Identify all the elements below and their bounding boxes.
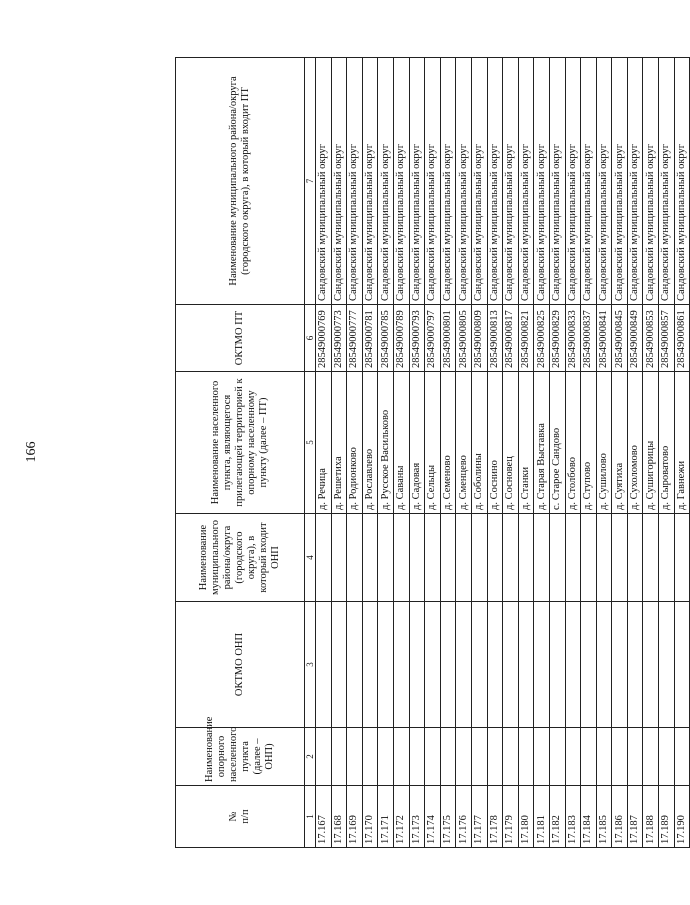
pt-district-cell: Сандовский муниципальный округ	[612, 58, 628, 305]
table-row	[456, 58, 472, 848]
pt-oktmo-cell: 28549000769	[316, 305, 332, 372]
pt-oktmo-cell: 28549000785	[378, 305, 394, 372]
onp-oktmo-cell	[316, 602, 332, 728]
column-number: 4	[305, 514, 316, 602]
pt-oktmo-cell: 28549000793	[409, 305, 425, 372]
pt-oktmo-cell: 28549000857	[659, 305, 675, 372]
pt-name-cell: д. Соболины	[471, 372, 487, 514]
onp-district-cell	[440, 514, 456, 602]
onp-oktmo-cell	[643, 602, 659, 728]
pt-name-cell: д. Сушилово	[596, 372, 612, 514]
onp-district-cell	[316, 514, 332, 602]
table-row	[471, 58, 487, 848]
onp-name-cell	[659, 728, 675, 786]
pt-district-cell: Сандовский муниципальный округ	[409, 58, 425, 305]
pt-name-cell: д. Саваны	[393, 372, 409, 514]
pt-name-cell: д. Гавнежи	[674, 372, 690, 514]
table-row	[612, 58, 628, 848]
table-row	[393, 58, 409, 848]
pt-district-cell: Сандовский муниципальный округ	[347, 58, 363, 305]
table-row	[316, 58, 332, 848]
onp-name-cell	[518, 728, 534, 786]
onp-district-cell	[659, 514, 675, 602]
pt-name-cell: с. Старое Сандово	[549, 372, 565, 514]
onp-district-cell	[518, 514, 534, 602]
onp-oktmo-cell	[627, 602, 643, 728]
row-number: 17.189	[659, 786, 675, 848]
onp-name-cell	[378, 728, 394, 786]
pt-oktmo-cell: 28549000773	[331, 305, 347, 372]
column-number: 1	[305, 786, 316, 848]
pt-name-cell: д. Решетиха	[331, 372, 347, 514]
row-number: 17.167	[316, 786, 332, 848]
onp-district-cell	[549, 514, 565, 602]
pt-district-cell: Сандовский муниципальный округ	[581, 58, 597, 305]
onp-name-cell	[549, 728, 565, 786]
pt-oktmo-cell: 28549000781	[362, 305, 378, 372]
column-number: 6	[305, 305, 316, 372]
onp-district-cell	[362, 514, 378, 602]
row-number: 17.183	[565, 786, 581, 848]
onp-name-cell	[347, 728, 363, 786]
table-body	[316, 58, 690, 848]
pt-district-cell: Сандовский муниципальный округ	[471, 58, 487, 305]
pt-name-cell: д. Старая Выставка	[534, 372, 550, 514]
onp-name-cell	[409, 728, 425, 786]
onp-district-cell	[534, 514, 550, 602]
pt-name-cell: д. Сельцы	[425, 372, 441, 514]
onp-name-cell	[596, 728, 612, 786]
header-row	[176, 58, 305, 848]
onp-oktmo-cell	[581, 602, 597, 728]
header-num: № п/п	[176, 786, 305, 848]
table-row	[331, 58, 347, 848]
header-onp-oktmo: ОКТМО ОНП	[176, 602, 305, 728]
pt-name-cell: д. Русское Васильково	[378, 372, 394, 514]
table-row	[347, 58, 363, 848]
onp-name-cell	[581, 728, 597, 786]
onp-oktmo-cell	[471, 602, 487, 728]
onp-oktmo-cell	[534, 602, 550, 728]
row-number: 17.178	[487, 786, 503, 848]
onp-name-cell	[393, 728, 409, 786]
table-row	[549, 58, 565, 848]
pt-oktmo-cell: 28549000797	[425, 305, 441, 372]
onp-oktmo-cell	[549, 602, 565, 728]
onp-oktmo-cell	[518, 602, 534, 728]
pt-oktmo-cell: 28549000841	[596, 305, 612, 372]
pt-district-cell: Сандовский муниципальный округ	[331, 58, 347, 305]
table-row	[487, 58, 503, 848]
row-number: 17.187	[627, 786, 643, 848]
row-number: 17.184	[581, 786, 597, 848]
column-number-row	[305, 58, 316, 848]
onp-oktmo-cell	[596, 602, 612, 728]
onp-name-cell	[674, 728, 690, 786]
table-row	[643, 58, 659, 848]
row-number: 17.168	[331, 786, 347, 848]
onp-oktmo-cell	[331, 602, 347, 728]
pt-name-cell: д. Станки	[518, 372, 534, 514]
pt-district-cell: Сандовский муниципальный округ	[565, 58, 581, 305]
onp-name-cell	[316, 728, 332, 786]
onp-name-cell	[565, 728, 581, 786]
row-number: 17.174	[425, 786, 441, 848]
onp-name-cell	[643, 728, 659, 786]
onp-name-cell	[440, 728, 456, 786]
pt-oktmo-cell: 28549000817	[503, 305, 519, 372]
pt-name-cell: д. Рославлево	[362, 372, 378, 514]
onp-district-cell	[487, 514, 503, 602]
table-row	[362, 58, 378, 848]
onp-district-cell	[503, 514, 519, 602]
pt-district-cell: Сандовский муниципальный округ	[596, 58, 612, 305]
pt-oktmo-cell: 28549000801	[440, 305, 456, 372]
pt-oktmo-cell: 28549000853	[643, 305, 659, 372]
pt-oktmo-cell: 28549000825	[534, 305, 550, 372]
pt-name-cell: д. Столбово	[565, 372, 581, 514]
table-container	[175, 58, 687, 848]
onp-district-cell	[643, 514, 659, 602]
pt-district-cell: Сандовский муниципальный округ	[518, 58, 534, 305]
pt-district-cell: Сандовский муниципальный округ	[362, 58, 378, 305]
pt-name-cell: д. Сухоломово	[627, 372, 643, 514]
row-number: 17.172	[393, 786, 409, 848]
pt-oktmo-cell: 28549000861	[674, 305, 690, 372]
pt-name-cell: д. Суятиха	[612, 372, 628, 514]
row-number: 17.171	[378, 786, 394, 848]
onp-name-cell	[471, 728, 487, 786]
onp-district-cell	[612, 514, 628, 602]
table-row	[518, 58, 534, 848]
onp-name-cell	[331, 728, 347, 786]
pt-name-cell: д. Речица	[316, 372, 332, 514]
onp-oktmo-cell	[659, 602, 675, 728]
onp-district-cell	[347, 514, 363, 602]
row-number: 17.179	[503, 786, 519, 848]
pt-oktmo-cell: 28549000845	[612, 305, 628, 372]
pt-oktmo-cell: 28549000777	[347, 305, 363, 372]
row-number: 17.175	[440, 786, 456, 848]
onp-oktmo-cell	[503, 602, 519, 728]
table-row	[659, 58, 675, 848]
onp-district-cell	[378, 514, 394, 602]
pt-name-cell: д. Соснино	[487, 372, 503, 514]
row-number: 17.182	[549, 786, 565, 848]
table-row	[440, 58, 456, 848]
pt-oktmo-cell: 28549000813	[487, 305, 503, 372]
row-number: 17.188	[643, 786, 659, 848]
column-number: 3	[305, 602, 316, 728]
row-number: 17.177	[471, 786, 487, 848]
onp-district-cell	[409, 514, 425, 602]
onp-name-cell	[362, 728, 378, 786]
header-onp-name: Наименование опорного населенного пункта (далее – ОНП)	[176, 728, 305, 786]
row-number: 17.190	[674, 786, 690, 848]
pt-district-cell: Сандовский муниципальный округ	[425, 58, 441, 305]
row-number: 17.176	[456, 786, 472, 848]
row-number: 17.170	[362, 786, 378, 848]
pt-name-cell: д. Ступово	[581, 372, 597, 514]
onp-oktmo-cell	[378, 602, 394, 728]
pt-oktmo-cell: 28549000833	[565, 305, 581, 372]
onp-district-cell	[596, 514, 612, 602]
pt-name-cell: д. Сушигорицы	[643, 372, 659, 514]
pt-district-cell: Сандовский муниципальный округ	[674, 58, 690, 305]
onp-district-cell	[393, 514, 409, 602]
header-pt-oktmo: ОКТМО ПТ	[176, 305, 305, 372]
header-pt-name: Наименование населенного пункта, являющегося прилегающей территорией к опорному населенному пункту (далее – ПТ)	[176, 372, 305, 514]
pt-name-cell: д. Семеново	[440, 372, 456, 514]
onp-district-cell	[627, 514, 643, 602]
table-row	[627, 58, 643, 848]
settlements-table	[175, 57, 690, 848]
pt-oktmo-cell: 28549000849	[627, 305, 643, 372]
onp-oktmo-cell	[425, 602, 441, 728]
row-number: 17.181	[534, 786, 550, 848]
onp-oktmo-cell	[409, 602, 425, 728]
pt-district-cell: Сандовский муниципальный округ	[487, 58, 503, 305]
onp-district-cell	[425, 514, 441, 602]
header-onp-district: Наименование муниципального района/округа (городского округа), в который входит ОНП	[176, 514, 305, 602]
onp-oktmo-cell	[487, 602, 503, 728]
pt-district-cell: Сандовский муниципальный округ	[534, 58, 550, 305]
page-number: 166	[24, 441, 39, 463]
pt-oktmo-cell: 28549000829	[549, 305, 565, 372]
onp-oktmo-cell	[456, 602, 472, 728]
pt-oktmo-cell: 28549000821	[518, 305, 534, 372]
pt-district-cell: Сандовский муниципальный округ	[393, 58, 409, 305]
pt-name-cell: д. Сыроватово	[659, 372, 675, 514]
pt-name-cell: д. Сменцево	[456, 372, 472, 514]
onp-oktmo-cell	[565, 602, 581, 728]
pt-oktmo-cell: 28549000789	[393, 305, 409, 372]
onp-name-cell	[612, 728, 628, 786]
pt-district-cell: Сандовский муниципальный округ	[378, 58, 394, 305]
onp-oktmo-cell	[347, 602, 363, 728]
onp-oktmo-cell	[612, 602, 628, 728]
column-number: 7	[305, 58, 316, 305]
column-number: 5	[305, 372, 316, 514]
header-pt-district: Наименование муниципального района/округа (городского округа), в который входит ПТ	[176, 58, 305, 305]
pt-name-cell: д. Садовая	[409, 372, 425, 514]
row-number: 17.180	[518, 786, 534, 848]
table-row	[674, 58, 690, 848]
onp-name-cell	[627, 728, 643, 786]
row-number: 17.186	[612, 786, 628, 848]
pt-district-cell: Сандовский муниципальный округ	[503, 58, 519, 305]
pt-name-cell: д. Родионково	[347, 372, 363, 514]
table-row	[378, 58, 394, 848]
pt-name-cell: д. Сосновец	[503, 372, 519, 514]
table-row	[503, 58, 519, 848]
pt-district-cell: Сандовский муниципальный округ	[659, 58, 675, 305]
onp-district-cell	[471, 514, 487, 602]
onp-name-cell	[425, 728, 441, 786]
onp-district-cell	[331, 514, 347, 602]
onp-oktmo-cell	[393, 602, 409, 728]
row-number: 17.173	[409, 786, 425, 848]
row-number: 17.185	[596, 786, 612, 848]
table-row	[425, 58, 441, 848]
pt-oktmo-cell: 28549000805	[456, 305, 472, 372]
onp-oktmo-cell	[362, 602, 378, 728]
pt-district-cell: Сандовский муниципальный округ	[549, 58, 565, 305]
row-number: 17.169	[347, 786, 363, 848]
onp-name-cell	[534, 728, 550, 786]
table-row	[534, 58, 550, 848]
pt-oktmo-cell: 28549000809	[471, 305, 487, 372]
onp-name-cell	[487, 728, 503, 786]
pt-district-cell: Сандовский муниципальный округ	[643, 58, 659, 305]
onp-district-cell	[456, 514, 472, 602]
table-row	[409, 58, 425, 848]
table-row	[596, 58, 612, 848]
onp-district-cell	[581, 514, 597, 602]
column-number: 2	[305, 728, 316, 786]
pt-district-cell: Сандовский муниципальный округ	[627, 58, 643, 305]
onp-name-cell	[456, 728, 472, 786]
table-row	[581, 58, 597, 848]
pt-district-cell: Сандовский муниципальный округ	[456, 58, 472, 305]
onp-name-cell	[503, 728, 519, 786]
onp-oktmo-cell	[674, 602, 690, 728]
pt-oktmo-cell: 28549000837	[581, 305, 597, 372]
table-row	[565, 58, 581, 848]
onp-district-cell	[674, 514, 690, 602]
pt-district-cell: Сандовский муниципальный округ	[440, 58, 456, 305]
onp-oktmo-cell	[440, 602, 456, 728]
pt-district-cell: Сандовский муниципальный округ	[316, 58, 332, 305]
onp-district-cell	[565, 514, 581, 602]
